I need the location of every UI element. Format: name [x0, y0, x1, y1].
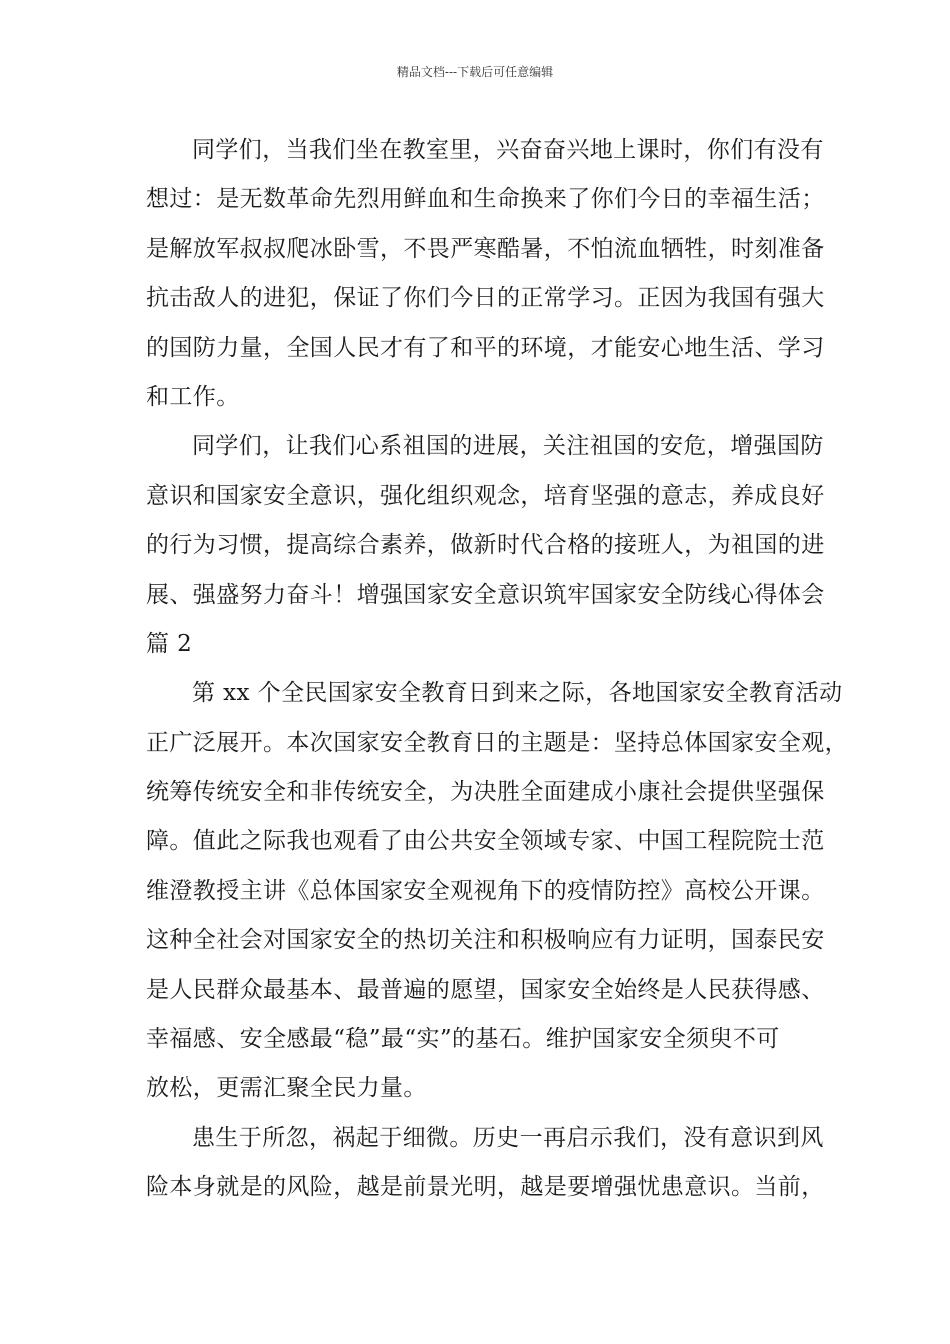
text-line: 的行为习惯，提高综合素养，做新时代合格的接班人，为祖国的进: [146, 532, 825, 559]
text-line: 维澄教授主讲《总体国家安全观视角下的疫情防控》高校公开课。: [146, 877, 825, 904]
text-line: 同学们，当我们坐在教室里，兴奋奋兴地上课时，你们有没有: [192, 137, 824, 163]
text-line: 意识和国家安全意识，强化组织观念，培育坚强的意志，养成良好: [146, 482, 825, 509]
document-body: [146, 126, 848, 1213]
text-line: 展、强盛努力奋斗！增强国家安全意识筑牢国家安全防线心得体会: [146, 581, 825, 608]
text-line: 幸福感、安全感最“稳”最“实”的基石。维护国家安全须臾不可: [146, 1026, 780, 1053]
text-line: 第 xx 个全民国家安全教育日到来之际，各地国家安全教育活动: [192, 680, 843, 707]
text-line: 篇 2: [146, 630, 193, 657]
text-line: 的国防力量，全国人民才有了和平的环境，才能安心地生活、学习: [146, 334, 825, 361]
text-line: 抗击敌人的进犯，保证了你们今日的正常学习。正因为我国有强大: [146, 285, 825, 312]
text-line: 患生于所忽，祸起于细微。历史一再启示我们，没有意识到风: [192, 1124, 824, 1151]
text-line: 这种全社会对国家安全的热切关注和积极响应有力证明，国泰民安: [146, 927, 825, 954]
text-line: 放松，更需汇聚全民力量。: [146, 1075, 427, 1102]
text-line: 和工作。: [146, 383, 240, 410]
text-line: 统筹传统安全和非传统安全，为决胜全面建成小康社会提供坚强保: [146, 779, 825, 806]
text-line: 同学们，让我们心系祖国的进展，关注祖国的安危，增强国防: [192, 433, 824, 460]
page-header: 精品文档---下载后可任意编辑: [396, 65, 554, 79]
text-line: 是人民群众最基本、最普遍的愿望，国家安全始终是人民获得感、: [146, 976, 825, 1003]
text-line: 想过：是无数革命先烈用鲜血和生命换来了你们今日的幸福生活；: [146, 186, 825, 213]
text-line: 险本身就是的风险，越是前景光明，越是要增强忧患意识。当前，: [146, 1174, 825, 1201]
text-line: 正广泛展开。本次国家安全教育日的主题是：坚持总体国家安全观，: [146, 729, 848, 756]
text-line: 障。值此之际我也观看了由公共安全领域专家、中国工程院院士范: [146, 828, 825, 855]
text-line: 是解放军叔叔爬冰卧雪，不畏严寒酷暑，不怕流血牺牲，时刻准备: [146, 235, 825, 262]
